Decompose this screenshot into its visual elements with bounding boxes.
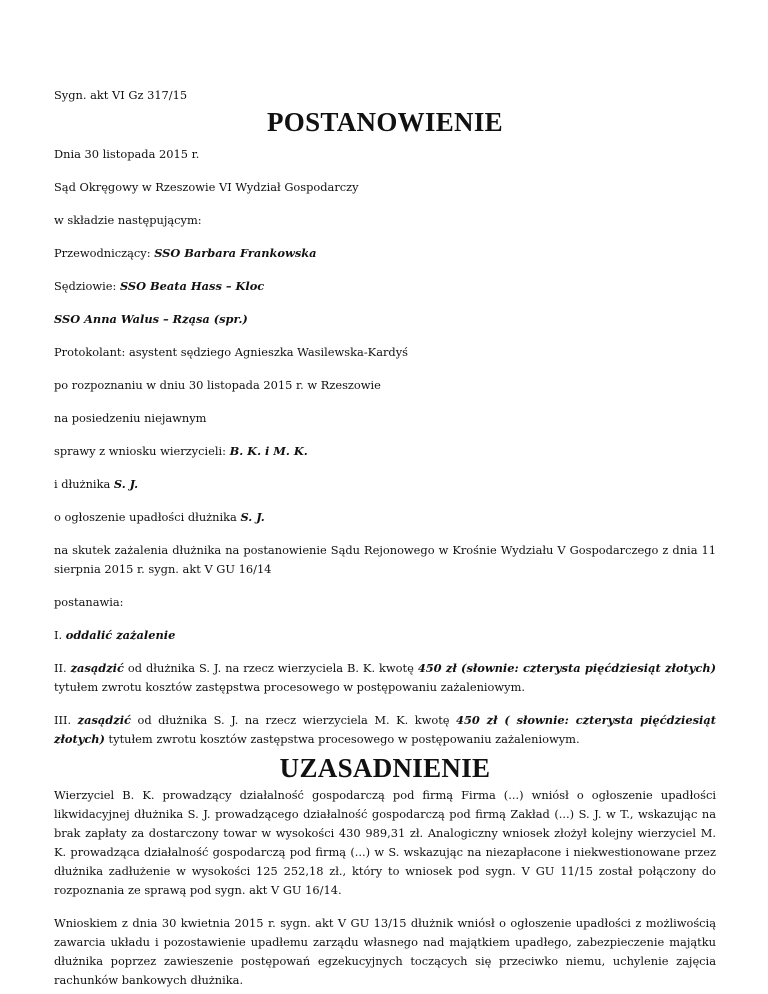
item-3-number: III. [54,713,78,727]
item-1-text: oddalić zażalenie [65,628,176,642]
justification-title: UZASADNIENIE [279,753,491,783]
judges-label: Sędziowie: [54,279,120,293]
debtor-label: i dłużnika [54,477,114,491]
bankruptcy-line [54,508,716,527]
composition-intro: w składzie następującym: [54,213,202,227]
item-2-verb: zasądzić [70,661,124,675]
bankruptcy-label: o ogłoszenie upadłości dłużnika [54,510,241,524]
creditors-label: sprawy z wniosku wierzycieli: [54,444,230,458]
order-item-2 [54,659,716,697]
case-signature: Sygn. akt VI Gz 317/15 [54,88,188,102]
item-3-amount: 450 zł ( słownie: czterysta pięćdziesiąt złotych) [54,713,716,746]
debtor-line [54,475,716,494]
item-2-rest: tytułem zwrotu kosztów zastępstwa procesowego w postępowaniu zażaleniowym. [54,680,526,694]
session-line: na posiedzeniu niejawnym [54,411,207,425]
judge-2: SSO Anna Walus – Rząsa (spr.) [54,312,248,326]
chair-label: Przewodniczący: [54,246,155,260]
judges-line [54,277,716,296]
item-3-verb: zasądzić [77,713,131,727]
decision-title: POSTANOWIENIE [267,107,503,137]
judge-1: SSO Beata Hass – Kloc [119,279,265,293]
chair-name: SSO Barbara Frankowska [154,246,317,260]
date-line: Dnia 30 listopada 2015 r. [54,147,200,161]
item-2-text: od dłużnika S. J. na rzecz wierzyciela B. K. kwotę [123,661,418,675]
decides-line: postanawia: [54,595,124,609]
item-3-text: od dłużnika S. J. na rzecz wierzyciela M. K. kwotę [130,713,457,727]
creditors-names: B. K. i M. K. [229,444,308,458]
order-item-3 [54,711,716,749]
protocol-line: Protokolant: asystent sędziego Agnieszka Wasilewska-Kardyś [54,345,409,359]
document-page [54,86,716,990]
debtor-name: S. J. [113,477,139,491]
court-name: Sąd Okręgowy w Rzeszowie VI Wydział Gospodarczy [54,180,359,194]
hearing-line: po rozpoznaniu w dniu 30 listopada 2015 r. w Rzeszowie [54,378,381,392]
order-item-1 [54,626,716,645]
appeal-text: na skutek zażalenia dłużnika na postanowienie Sądu Rejonowego w Krośnie Wydziału V Gospodarczego z dnia 11 sierpnia 2015 r. sygn. akt V GU 16/14 [54,543,716,576]
creditors-line [54,442,716,461]
bankruptcy-debtor: S. J. [240,510,265,524]
item-1-number: I. [54,628,66,642]
item-2-amount: 450 zł (słownie: czterysta pięćdziesiąt złotych) [417,661,716,675]
justification-paragraph-2: Wnioskiem z dnia 30 kwietnia 2015 r. sygn. akt V GU 13/15 dłużnik wniósł o ogłoszenie upadłości z możliwością zawarcia układu i pozostawienie upadłemu zarządu własnego nad majątkiem upadłego, zabezpieczenie majątku dłużnika poprzez zawieszenie postępowań egzekucyjnych toczących się przeciwko niemu, uchylenie zajęcia rachunków bankowych dłużnika. [54,916,716,987]
justification-paragraph-1: Wierzyciel B. K. prowadzący działalność gospodarczą pod firmą Firma (...) wniósł o ogłoszenie upadłości likwidacyjnej dłużnika S. J. prowadzącego działalność gospodarczą pod firmą Zakład (...) S. J. w T., wskazując na brak zapłaty za dostarczony towar w wysokości 430 989,31 zł. Analogiczny wniosek złożył kolejny wierzyciel M. K. prowadząca działalność gospodarczą pod firmą (...) w S. wskazując na niezapłacone i niekwestionowane przez dłużnika zadłużenie w wysokości 125 252,18 zł., który to wniosek pod sygn. V GU 11/15 został połączony do rozpoznania ze sprawą pod sygn. akt V GU 16/14. [54,788,716,897]
item-3-rest: tytułem zwrotu kosztów zastępstwa procesowego w postępowaniu zażaleniowym. [104,732,580,746]
chair-line [54,244,716,263]
item-2-number: II. [54,661,71,675]
